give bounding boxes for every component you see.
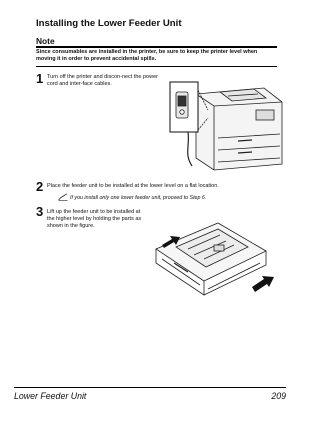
note-title: Note	[36, 36, 55, 46]
feeder-unit-illustration	[148, 215, 278, 315]
printer-power-illustration	[168, 80, 286, 172]
hint-text: If you install only one lower feeder unit, proceed to Step 6.	[70, 195, 207, 201]
note-bottom-rule	[36, 66, 277, 67]
page-number: 209	[271, 391, 286, 401]
note-pencil-icon	[58, 193, 68, 201]
note-text: Since consumables are installed in the printer, be sure to keep the printer level when moving it in order to prevent accidental spills.	[36, 49, 258, 63]
step-3-number: 3	[36, 204, 44, 219]
step-3-text: Lift up the feeder unit to be installed at the higher level by holding the parts as shown in the figure.	[47, 209, 142, 230]
page-heading: Installing the Lower Feeder Unit	[36, 18, 182, 29]
footer-rule	[14, 387, 286, 388]
footer-section-title: Lower Feeder Unit	[14, 391, 87, 401]
step-2-number: 2	[36, 179, 44, 194]
step-1-number: 1	[36, 71, 44, 86]
step-1-text: Turn off the printer and discon-nect the power cord and inter-face cables.	[47, 74, 158, 88]
step-2-text: Place the feeder unit to be installed at the lower level on a flat location.	[47, 183, 219, 189]
note-top-rule	[36, 46, 277, 48]
